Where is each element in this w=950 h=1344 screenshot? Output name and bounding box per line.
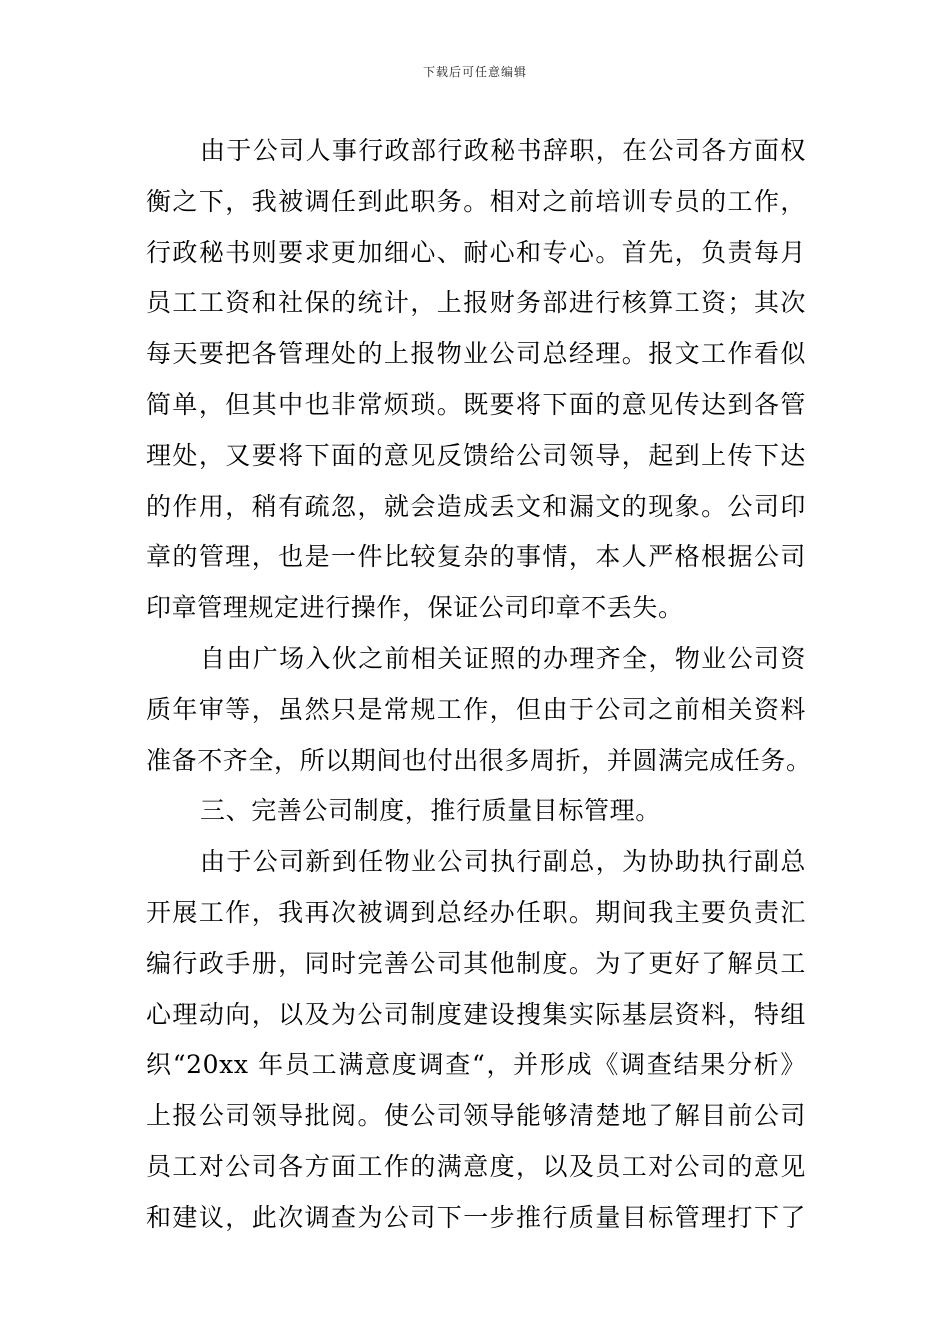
section-heading-text: 三、完善公司制度，推行质量目标管理。 [200, 796, 661, 826]
text-line: 理处，又要将下面的意见反馈给公司领导，起到上传下达 [146, 440, 806, 470]
text-line: 心理动向，以及为公司制度建设搜集实际基层资料，特组 [146, 999, 806, 1029]
text-line: 上报公司领导批阅。使公司领导能够清楚地了解目前公司 [146, 1101, 806, 1131]
text-line: 员工工资和社保的统计，上报财务部进行核算工资；其次 [146, 288, 806, 318]
text-line: 织“20xx 年员工满意度调查“，并形成《调查结果分析》 [146, 1050, 806, 1080]
text-line: 编行政手册，同时完善公司其他制度。为了更好了解员工 [146, 948, 806, 978]
text-line: 章的管理，也是一件比较复杂的事情，本人严格根据公司 [146, 542, 806, 572]
paragraph-1 [146, 126, 806, 634]
document-body [146, 126, 812, 1244]
text-line: 每天要把各管理处的上报物业公司总经理。报文工作看似 [146, 339, 806, 369]
text-line: 开展工作，我再次被调到总经办任职。期间我主要负责汇 [146, 897, 806, 927]
text-line: 和建议，此次调查为公司下一步推行质量目标管理打下了 [146, 1202, 806, 1232]
text-line: 印章管理规定进行操作，保证公司印章不丢失。 [146, 593, 684, 623]
text-line: 行政秘书则要求更加细心、耐心和专心。首先，负责每月 [146, 237, 806, 267]
text-line: 简单，但其中也非常烦琐。既要将下面的意见传达到各管 [146, 389, 806, 419]
section-heading [146, 786, 806, 837]
page-header-note: 下载后可任意编辑 [422, 65, 527, 79]
text-line: 衡之下，我被调任到此职务。相对之前培训专员的工作， [146, 186, 806, 216]
text-line: 由于公司新到任物业公司执行副总，为协助执行副总 [200, 847, 806, 877]
text-line: 的作用，稍有疏忽，就会造成丢文和漏文的现象。公司印 [146, 491, 806, 521]
text-line: 员工对公司各方面工作的满意度，以及员工对公司的意见 [146, 1151, 806, 1181]
text-line: 由于公司人事行政部行政秘书辞职，在公司各方面权 [200, 136, 806, 165]
text-line: 自由广场入伙之前相关证照的办理齐全，物业公司资 [200, 643, 806, 673]
paragraph-2 [146, 634, 812, 786]
text-line: 准备不齐全，所以期间也付出很多周折，并圆满完成任务。 [146, 745, 812, 775]
paragraph-3 [146, 837, 806, 1243]
text-line: 质年审等，虽然只是常规工作，但由于公司之前相关资料 [146, 694, 806, 724]
